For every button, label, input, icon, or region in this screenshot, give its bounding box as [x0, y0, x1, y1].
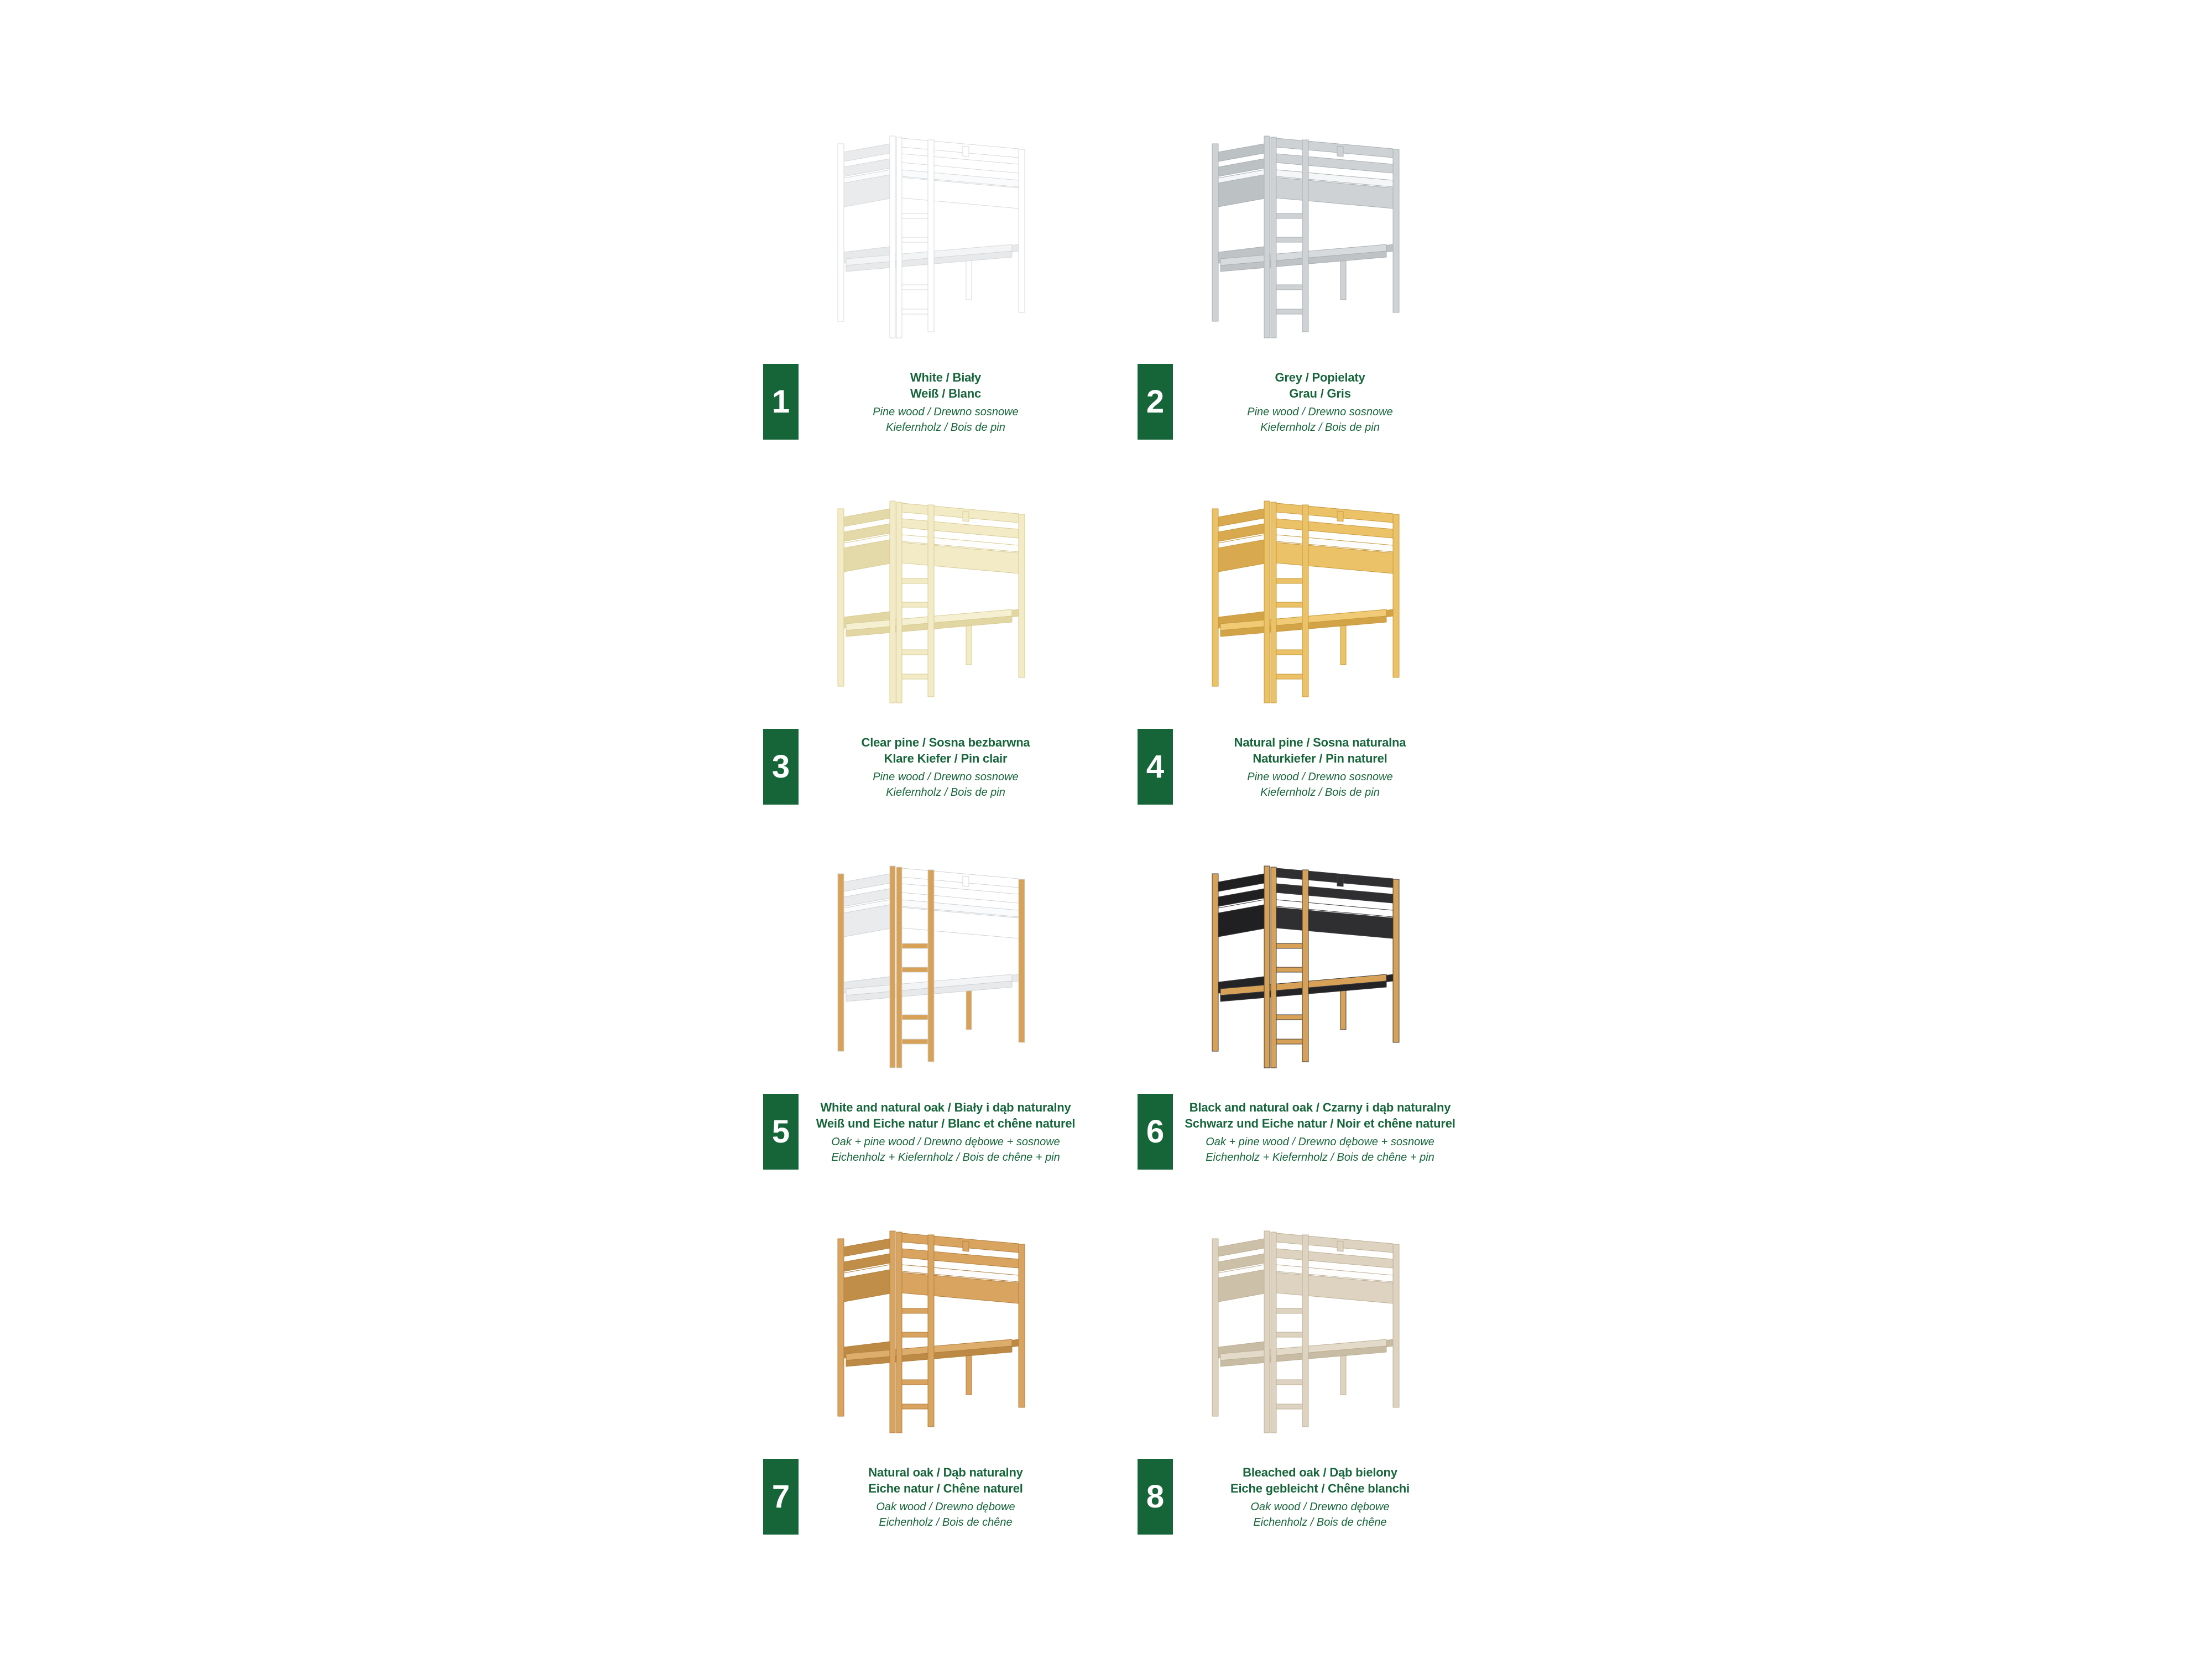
- variant-name-de-fr: Naturkiefer / Pin naturel: [1253, 752, 1387, 765]
- variant-material-en-pl: Pine wood / Drewno sosnowe: [873, 406, 1019, 418]
- bed-illustration: [1196, 851, 1417, 1088]
- loft-bed-image: [821, 851, 1042, 1088]
- bed-illustration: [821, 486, 1042, 723]
- variant-label-row: [1138, 729, 1514, 806]
- variant-name-de-fr: Grau / Gris: [1289, 387, 1351, 400]
- variant-material-de-fr: Kiefernholz / Bois de pin: [1260, 786, 1380, 799]
- variant-name-en-pl: Natural pine / Sosna naturalna: [1234, 735, 1406, 749]
- variant-number: 4: [1146, 748, 1165, 785]
- variant-text: [1154, 1464, 1486, 1530]
- variant-cell-6: [1138, 851, 1514, 1182]
- variant-text: [780, 369, 1112, 435]
- variant-label-row: [1138, 1094, 1514, 1171]
- variant-number: 2: [1146, 383, 1165, 420]
- variant-name-de-fr: Weiß und Eiche natur / Blanc et chêne naturel: [816, 1117, 1076, 1130]
- variant-label-row: [763, 1094, 1139, 1171]
- variant-cell-2: [1138, 121, 1514, 452]
- variant-number: 3: [771, 748, 790, 785]
- variant-material-en-pl: Pine wood / Drewno sosnowe: [873, 771, 1019, 783]
- variant-material-en-pl: Oak + pine wood / Drewno dębowe + sosnowe: [1206, 1136, 1434, 1148]
- variant-name-en-pl: White and natural oak / Biały i dąb naturalny: [820, 1100, 1071, 1114]
- loft-bed-image: [821, 1215, 1042, 1453]
- variant-label-row: [763, 364, 1139, 441]
- variant-name-en-pl: Natural oak / Dąb naturalny: [868, 1465, 1023, 1479]
- variant-name-en-pl: Black and natural oak / Czarny i dąb naturalny: [1189, 1100, 1451, 1114]
- variant-name-en-pl: Grey / Popielaty: [1275, 371, 1365, 384]
- variant-material-de-fr: Kiefernholz / Bois de pin: [886, 786, 1005, 799]
- loft-bed-image: [1196, 121, 1417, 358]
- variant-label-row: [763, 1459, 1139, 1536]
- bed-illustration: [821, 121, 1042, 358]
- variant-label-row: [1138, 364, 1514, 441]
- variant-cell-4: [1138, 486, 1514, 817]
- variant-text: [780, 734, 1112, 800]
- variant-material-en-pl: Pine wood / Drewno sosnowe: [1247, 771, 1393, 783]
- loft-bed-image: [821, 486, 1042, 723]
- variant-text: [780, 1464, 1112, 1530]
- variant-text: [1154, 734, 1486, 800]
- variant-name-de-fr: Weiß / Blanc: [910, 387, 981, 400]
- variant-name-de-fr: Eiche gebleicht / Chêne blanchi: [1230, 1481, 1410, 1495]
- bed-illustration: [821, 851, 1042, 1088]
- bed-illustration: [1196, 486, 1417, 723]
- loft-bed-image: [821, 121, 1042, 358]
- variant-name-de-fr: Schwarz und Eiche natur / Noir et chêne naturel: [1185, 1117, 1455, 1130]
- variant-name-de-fr: Eiche natur / Chêne naturel: [868, 1481, 1023, 1495]
- variant-label-row: [1138, 1459, 1514, 1536]
- variant-number: 1: [771, 383, 790, 420]
- variant-number: 5: [771, 1113, 790, 1150]
- variant-material-de-fr: Eichenholz / Bois de chêne: [1253, 1516, 1387, 1528]
- bed-illustration: [1196, 121, 1417, 358]
- variant-name-en-pl: White / Biały: [910, 371, 982, 384]
- variant-cell-8: [1138, 1215, 1514, 1547]
- variant-number: 7: [771, 1478, 790, 1515]
- variant-name-en-pl: Clear pine / Sosna bezbarwna: [861, 735, 1030, 749]
- variant-material-de-fr: Eichenholz + Kiefernholz / Bois de chêne + pin: [831, 1151, 1060, 1164]
- loft-bed-image: [1196, 851, 1417, 1088]
- variant-cell-5: [763, 851, 1139, 1182]
- variant-material-de-fr: Kiefernholz / Bois de pin: [1260, 421, 1380, 434]
- variant-number: 6: [1146, 1113, 1165, 1150]
- loft-bed-image: [1196, 486, 1417, 723]
- loft-bed-image: [1196, 1215, 1417, 1453]
- variant-material-en-pl: Oak wood / Drewno dębowe: [876, 1501, 1015, 1513]
- variant-material-en-pl: Oak + pine wood / Drewno dębowe + sosnowe: [831, 1136, 1060, 1148]
- variant-material-de-fr: Eichenholz / Bois de chêne: [879, 1516, 1013, 1528]
- variant-name-en-pl: Bleached oak / Dąb bielony: [1243, 1465, 1397, 1479]
- variant-material-de-fr: Eichenholz + Kiefernholz / Bois de chêne + pin: [1206, 1151, 1434, 1164]
- variant-number: 8: [1146, 1478, 1165, 1515]
- variant-material-en-pl: Oak wood / Drewno dębowe: [1250, 1501, 1390, 1513]
- variant-name-de-fr: Klare Kiefer / Pin clair: [884, 752, 1008, 765]
- variant-cell-7: [763, 1215, 1139, 1547]
- variant-material-en-pl: Pine wood / Drewno sosnowe: [1247, 406, 1393, 418]
- variant-text: [780, 1099, 1112, 1165]
- bed-illustration: [1196, 1215, 1417, 1453]
- variant-material-de-fr: Kiefernholz / Bois de pin: [886, 421, 1005, 434]
- variant-label-row: [763, 729, 1139, 806]
- variant-text: [1154, 369, 1486, 435]
- variant-cell-1: [763, 121, 1139, 452]
- variant-cell-3: [763, 486, 1139, 817]
- variant-text: [1154, 1099, 1486, 1165]
- bed-illustration: [821, 1215, 1042, 1453]
